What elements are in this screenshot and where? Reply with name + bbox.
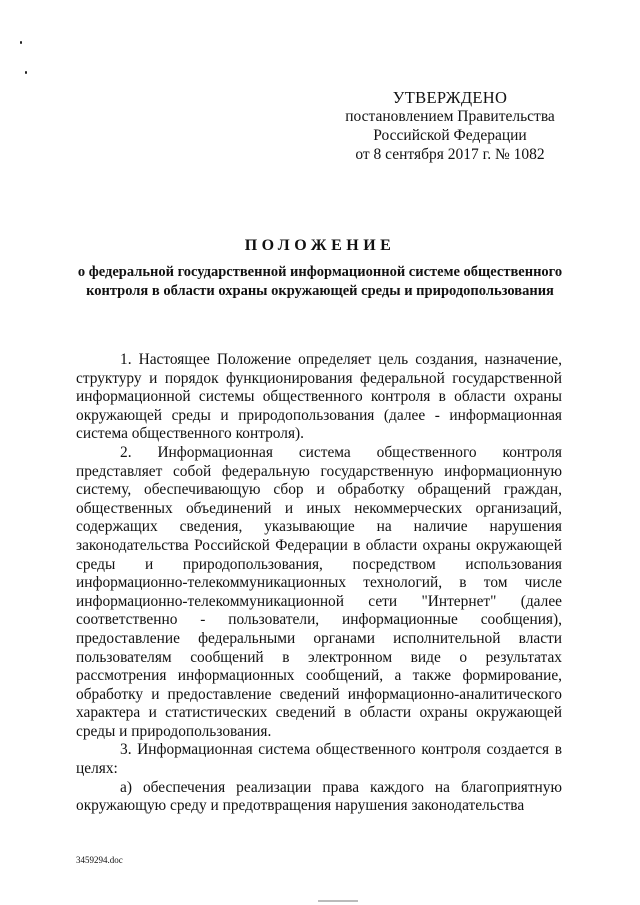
approval-line-1: постановлением Правительства <box>345 108 555 125</box>
scan-edge-mark <box>318 900 358 902</box>
paragraph-2: 2. Информационная система общественного контроля представляет собой федеральную государственную информационную систему, обеспечивающую сбор и обработку обращений граждан, общественных объединений и иных некоммерческих организаций, содержащих сведения, указывающие на наличие нарушения законодательства Российской Федерации в области охраны окружающей среды и природопользования, посредством использования информационно-телекоммуникационных технологий, в том числе информационно-телекоммуникационной сети "Интернет" (далее соответственно - пользователи, информационные сообщения), предоставление федеральными органами исполнительной власти пользователям сообщений в электронном виде о результатах рассмотрения информационных сообщений, а также формирование, обработку и предоставление сведений информационно-аналитического характера и статистических сведений в области охраны окружающей среды и природопользования. <box>76 443 562 740</box>
scan-speck <box>25 71 27 74</box>
approval-line-3: от 8 сентября 2017 г. № 1082 <box>355 146 545 163</box>
approval-stamp <box>330 88 570 164</box>
document-body <box>76 351 562 816</box>
paragraph-3: 3. Информационная система общественного контроля создается в целях: <box>76 741 562 778</box>
approval-line-2: Российской Федерации <box>373 127 527 144</box>
document-heading <box>60 236 580 300</box>
document-subtitle: о федеральной государственной информационной системе общественного контроля в области охраны окружающей среды и природопользования <box>77 264 563 299</box>
scan-speck <box>20 41 22 44</box>
file-code: 3459294.doc <box>76 855 123 865</box>
approval-title: УТВЕРЖДЕНО <box>392 88 508 107</box>
paragraph-4: а) обеспечения реализации права каждого на благоприятную окружающую среду и предотвращения нарушения законодательства <box>76 778 562 815</box>
paragraph-1: 1. Настоящее Положение определяет цель создания, назначение, структуру и порядок функционирования федеральной государственной информационной системы общественного контроля в области охраны окружающей среды и природопользования (далее - информационная система общественного контроля). <box>76 351 562 443</box>
document-title: ПОЛОЖЕНИЕ <box>244 237 396 254</box>
